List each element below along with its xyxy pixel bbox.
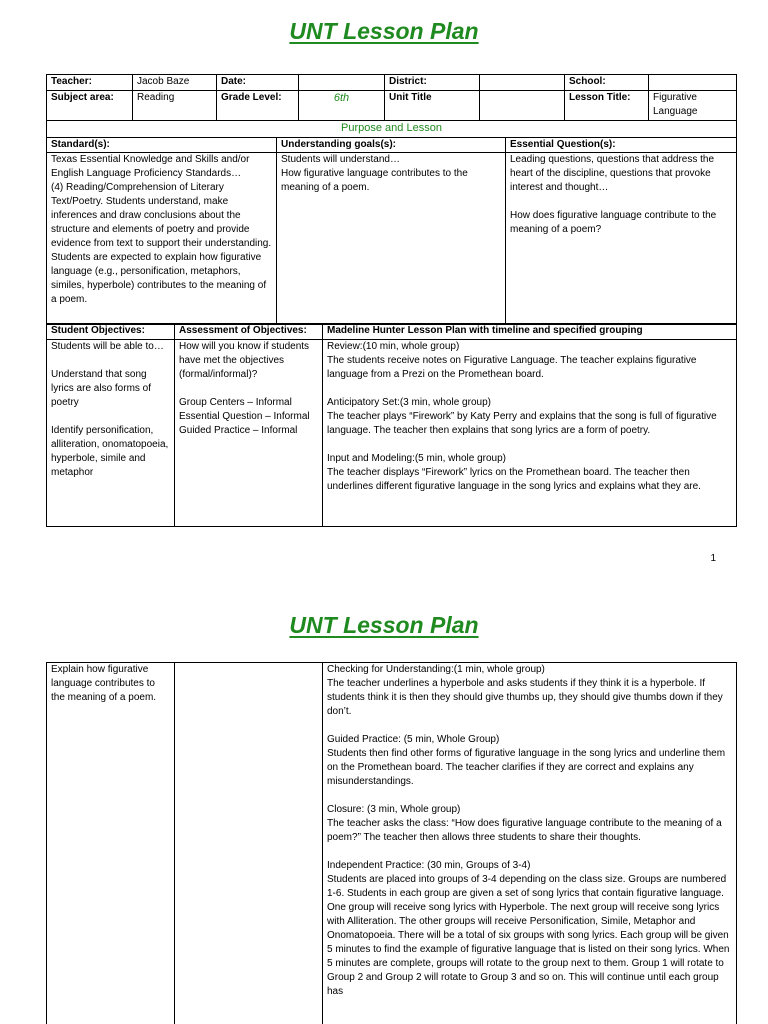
standards-text: Texas Essential Knowledge and Skills and/or English Language Proficiency Standards… (4) Reading/Comprehension of Literary Text/Poetry. Students understand, make inferences and draw conclusions about the structure and elements of poetry and provide evidence from text to support their understanding. Students are expected to explain how figurative language (e.g., personification, metaphors, similes, hyperbole) contributes to the meaning of a poem. — [47, 153, 277, 325]
teacher-value: Jacob Baze — [133, 75, 217, 91]
objectives-text: Students will be able to… Understand that song lyrics are also forms of poetry Identify personification, alliteration, onomatopoeia, hyperbole, simile and metaphor — [47, 340, 175, 527]
assessment-text: How will you know if students have met the objectives (formal/informal)? Group Centers – Informal Essential Question – Informal Guided Practice – Informal — [175, 340, 323, 527]
page-number: 1 — [710, 553, 716, 564]
unit-label: Unit Title — [385, 91, 480, 121]
subject-label: Subject area: — [47, 91, 133, 121]
district-label: District: — [385, 75, 480, 91]
lesson-table — [46, 323, 737, 527]
objectives-text-continued: Explain how figurative language contributes to the meaning of a poem. — [47, 663, 175, 1024]
page-title: UNT Lesson Plan — [289, 18, 479, 44]
essential-text: Leading questions, questions that address the heart of the discipline, questions that provoke interest and thought… How does figurative language contribute to the meaning of a poem? — [506, 153, 737, 325]
lesson-label: Lesson Title: — [565, 91, 649, 121]
hunter-label: Madeline Hunter Lesson Plan with timeline and specified grouping — [323, 324, 737, 340]
unit-value — [480, 91, 565, 121]
objectives-label: Student Objectives: — [47, 324, 175, 340]
lesson-table-continued — [46, 662, 737, 1024]
purpose-heading: Purpose and Lesson — [47, 121, 737, 138]
subject-value: Reading — [133, 91, 217, 121]
lesson-value: Figurative Language — [649, 91, 737, 121]
understanding-text: Students will understand… How figurative language contributes to the meaning of a poem. — [277, 153, 506, 325]
grade-value: 6th — [299, 91, 385, 121]
page-title-2: UNT Lesson Plan — [289, 612, 479, 638]
date-value — [299, 75, 385, 91]
hunter-text: Review:(10 min, whole group) The students receive notes on Figurative Language. The teacher explains figurative language from a Prezi on the Promethean board. Anticipatory Set:(3 min, whole group) The teacher plays “Firework” by Katy Perry and explains that the song is full of figurative language. The teacher then explains that song lyrics are a form of poetry. Input and Modeling:(5 min, whole group) The teacher displays “Firework” lyrics on the Promethean board. The teacher then underlines different figurative language in the song lyrics and explains what they are. — [323, 340, 737, 527]
school-value — [649, 75, 737, 91]
purpose-table — [46, 120, 737, 325]
essential-label: Essential Question(s): — [506, 138, 737, 153]
school-label: School: — [565, 75, 649, 91]
hunter-text-continued: Checking for Understanding:(1 min, whole group) The teacher underlines a hyperbole and asks students if they think it is a hyperbole. If students think it is then they should give thumbs up, they should give thumbs down if they don’t. Guided Practice: (5 min, Whole Group) Students then find other forms of figurative language in the song lyrics and underline them on the Promethean board. The teacher clarifies if they are correct and explains any misunderstandings. Closure: (3 min, Whole group) The teacher asks the class: “How does figurative language contribute to the meaning of a poem?” The teacher then allows three students to share their thoughts. Independent Practice: (30 min, Groups of 3-4) Students are placed into groups of 3-4 depending on the class size. Groups are numbered 1-6. Students in each group are given a set of song lyrics that contain figurative language. One group will receive song lyrics with Hyperbole. The next group will receive song lyrics with Alliteration. The other groups will receive Personification, Simile, Metaphor and Onomatopoeia. There will be a total of six groups with song lyrics. Each group will be given 5 minutes to find the example of figurative language that is listed on their song lyrics. When 5 minutes are complete, groups will rotate to the group next to them. Group 1 will rotate to Group 2 and Group 2 will rotate to Group 3 and so on. This will continue until each group has — [323, 663, 737, 1024]
date-label: Date: — [217, 75, 299, 91]
district-value — [480, 75, 565, 91]
teacher-label: Teacher: — [47, 75, 133, 91]
header-table — [46, 74, 737, 121]
understanding-label: Understanding goals(s): — [277, 138, 506, 153]
assessment-label: Assessment of Objectives: — [175, 324, 323, 340]
grade-label: Grade Level: — [217, 91, 299, 121]
assessment-text-continued — [175, 663, 323, 1024]
standards-label: Standard(s): — [47, 138, 277, 153]
